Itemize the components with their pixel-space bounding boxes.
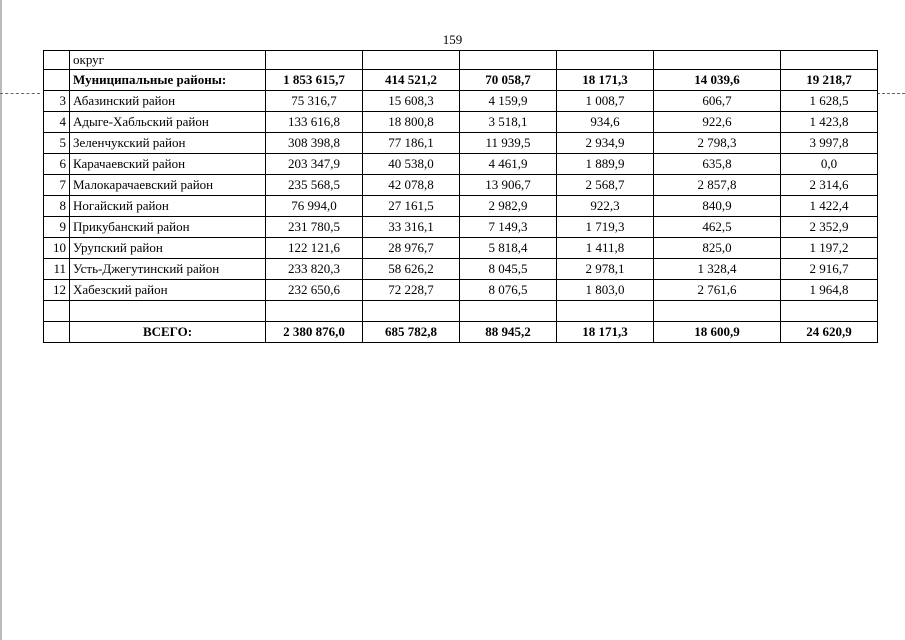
total-value: 18 171,3 (557, 322, 654, 343)
district-name: Карачаевский район (70, 154, 266, 175)
table-row-total (44, 322, 878, 343)
value-cell: 1 423,8 (781, 112, 878, 133)
value-cell: 840,9 (654, 196, 781, 217)
value-cell: 1 719,3 (557, 217, 654, 238)
value-cell: 58 626,2 (363, 259, 460, 280)
value-cell: 40 538,0 (363, 154, 460, 175)
value-cell: 1 803,0 (557, 280, 654, 301)
value-cell: 922,3 (557, 196, 654, 217)
subtotal-value: 1 853 615,7 (266, 70, 363, 91)
subtotal-label: Муниципальные районы: (70, 70, 266, 91)
value-cell: 7 149,3 (460, 217, 557, 238)
value-cell: 308 398,8 (266, 133, 363, 154)
district-name: Ногайский район (70, 196, 266, 217)
empty-cell (654, 301, 781, 322)
row-number: 6 (44, 154, 70, 175)
value-cell: 2 568,7 (557, 175, 654, 196)
district-name: Зеленчукский район (70, 133, 266, 154)
table-row-subtotal (44, 70, 878, 91)
value-cell: 635,8 (654, 154, 781, 175)
row-number (44, 70, 70, 91)
table-row (44, 280, 878, 301)
row-number: 12 (44, 280, 70, 301)
district-name: Адыге-Хабльский район (70, 112, 266, 133)
value-cell (654, 51, 781, 70)
value-cell: 203 347,9 (266, 154, 363, 175)
value-cell: 76 994,0 (266, 196, 363, 217)
row-number: 9 (44, 217, 70, 238)
table-row-blank (44, 301, 878, 322)
value-cell (781, 51, 878, 70)
row-number: 3 (44, 91, 70, 112)
row-number: 11 (44, 259, 70, 280)
value-cell: 4 159,9 (460, 91, 557, 112)
value-cell (363, 51, 460, 70)
subtotal-value: 70 058,7 (460, 70, 557, 91)
value-cell: 462,5 (654, 217, 781, 238)
table-row (44, 196, 878, 217)
value-cell: 42 078,8 (363, 175, 460, 196)
value-cell: 1 197,2 (781, 238, 878, 259)
row-number (44, 51, 70, 70)
table-row (44, 91, 878, 112)
value-cell: 5 818,4 (460, 238, 557, 259)
value-cell: 825,0 (654, 238, 781, 259)
value-cell: 2 352,9 (781, 217, 878, 238)
value-cell: 77 186,1 (363, 133, 460, 154)
row-number (44, 322, 70, 343)
row-number: 5 (44, 133, 70, 154)
value-cell: 2 916,7 (781, 259, 878, 280)
subtotal-value: 18 171,3 (557, 70, 654, 91)
value-cell: 934,6 (557, 112, 654, 133)
page-number: 159 (442, 32, 463, 47)
budget-table (43, 50, 878, 343)
empty-cell (781, 301, 878, 322)
value-cell: 75 316,7 (266, 91, 363, 112)
value-cell: 1 411,8 (557, 238, 654, 259)
value-cell (266, 51, 363, 70)
value-cell: 2 761,6 (654, 280, 781, 301)
value-cell: 922,6 (654, 112, 781, 133)
table-row (44, 133, 878, 154)
value-cell: 2 314,6 (781, 175, 878, 196)
value-cell: 28 976,7 (363, 238, 460, 259)
total-value: 18 600,9 (654, 322, 781, 343)
value-cell: 1 008,7 (557, 91, 654, 112)
table-row (44, 259, 878, 280)
value-cell: 2 798,3 (654, 133, 781, 154)
total-value: 24 620,9 (781, 322, 878, 343)
row-name: округ (70, 51, 266, 70)
value-cell: 235 568,5 (266, 175, 363, 196)
empty-cell (557, 301, 654, 322)
value-cell (460, 51, 557, 70)
subtotal-value: 19 218,7 (781, 70, 878, 91)
value-cell: 1 889,9 (557, 154, 654, 175)
value-cell: 231 780,5 (266, 217, 363, 238)
value-cell: 1 964,8 (781, 280, 878, 301)
value-cell: 72 228,7 (363, 280, 460, 301)
value-cell: 232 650,6 (266, 280, 363, 301)
value-cell: 233 820,3 (266, 259, 363, 280)
total-value: 685 782,8 (363, 322, 460, 343)
row-number: 7 (44, 175, 70, 196)
value-cell: 1 422,4 (781, 196, 878, 217)
table-row-okrug (44, 51, 878, 70)
value-cell: 1 328,4 (654, 259, 781, 280)
value-cell: 122 121,6 (266, 238, 363, 259)
value-cell (557, 51, 654, 70)
value-cell: 8 045,5 (460, 259, 557, 280)
value-cell: 2 934,9 (557, 133, 654, 154)
row-number: 10 (44, 238, 70, 259)
empty-cell (363, 301, 460, 322)
value-cell: 13 906,7 (460, 175, 557, 196)
value-cell: 18 800,8 (363, 112, 460, 133)
empty-cell (460, 301, 557, 322)
district-name: Урупский район (70, 238, 266, 259)
value-cell: 33 316,1 (363, 217, 460, 238)
district-name: Абазинский район (70, 91, 266, 112)
value-cell: 2 857,8 (654, 175, 781, 196)
table-row (44, 217, 878, 238)
fold-mark-right (877, 93, 905, 94)
district-name: Усть-Джегутинский район (70, 259, 266, 280)
value-cell: 3 997,8 (781, 133, 878, 154)
empty-cell (44, 301, 70, 322)
value-cell: 133 616,8 (266, 112, 363, 133)
row-number: 4 (44, 112, 70, 133)
value-cell: 3 518,1 (460, 112, 557, 133)
total-value: 88 945,2 (460, 322, 557, 343)
table-row (44, 238, 878, 259)
table-row (44, 175, 878, 196)
value-cell: 0,0 (781, 154, 878, 175)
value-cell: 27 161,5 (363, 196, 460, 217)
district-name: Прикубанский район (70, 217, 266, 238)
empty-cell (70, 301, 266, 322)
total-label: ВСЕГО: (70, 322, 266, 343)
subtotal-value: 14 039,6 (654, 70, 781, 91)
table-body (44, 51, 878, 343)
value-cell: 11 939,5 (460, 133, 557, 154)
district-name: Малокарачаевский район (70, 175, 266, 196)
value-cell: 1 628,5 (781, 91, 878, 112)
value-cell: 4 461,9 (460, 154, 557, 175)
district-name: Хабезский район (70, 280, 266, 301)
table-row (44, 154, 878, 175)
value-cell: 15 608,3 (363, 91, 460, 112)
scan-left-edge (0, 0, 2, 640)
value-cell: 2 982,9 (460, 196, 557, 217)
value-cell: 2 978,1 (557, 259, 654, 280)
subtotal-value: 414 521,2 (363, 70, 460, 91)
empty-cell (266, 301, 363, 322)
value-cell: 606,7 (654, 91, 781, 112)
fold-mark-left (0, 93, 40, 94)
row-number: 8 (44, 196, 70, 217)
value-cell: 8 076,5 (460, 280, 557, 301)
table-row (44, 112, 878, 133)
total-value: 2 380 876,0 (266, 322, 363, 343)
